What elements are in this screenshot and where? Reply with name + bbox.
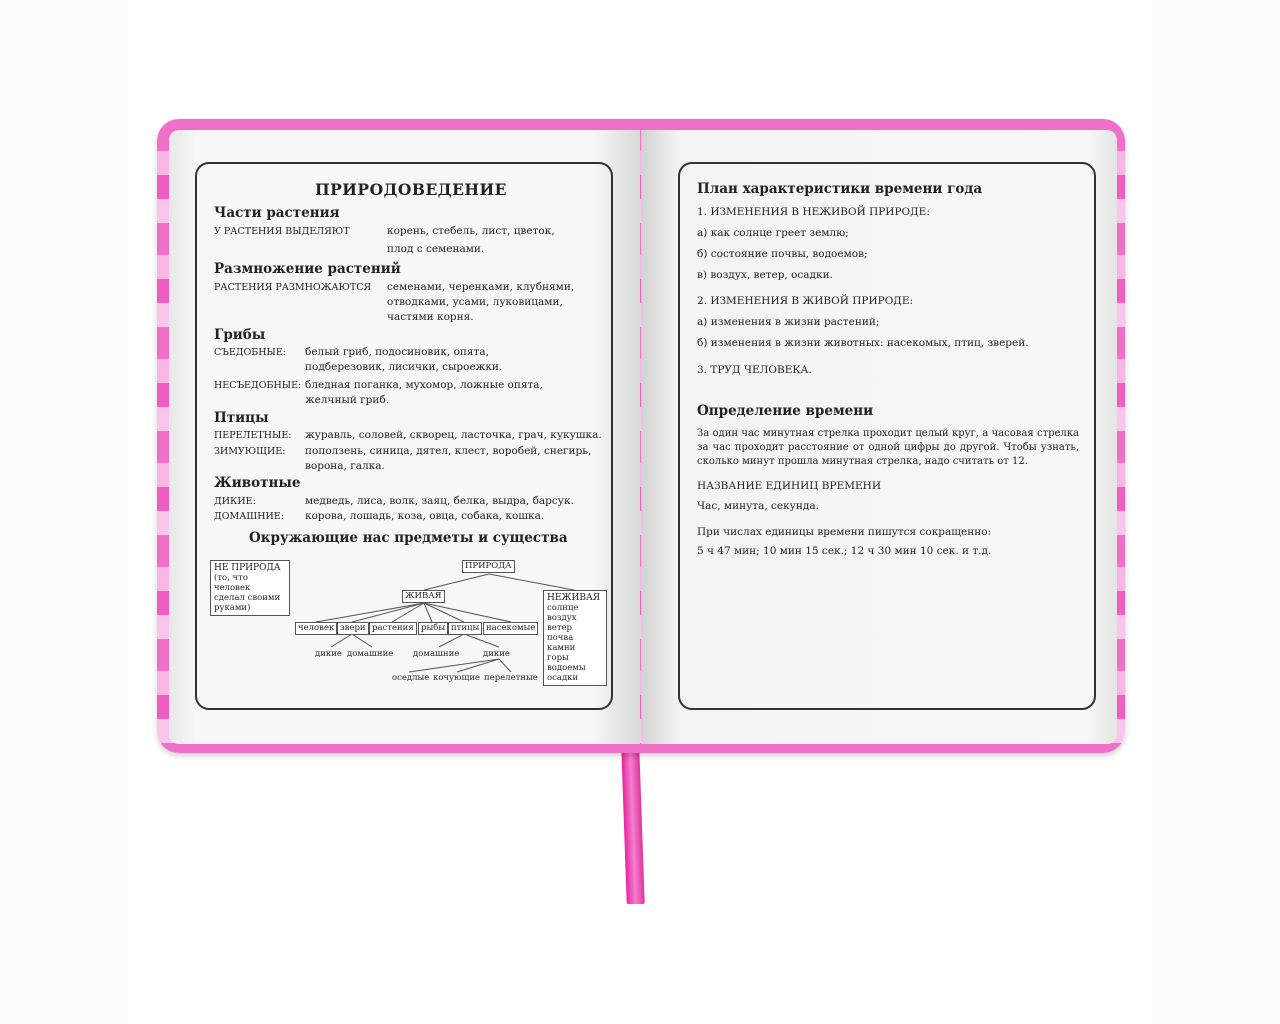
node-sub: кочующие — [433, 673, 481, 683]
non-living-item: водоемы — [547, 663, 586, 673]
time-paragraph: За один час минутная стрелка проходит целый круг, а часовая стрелка за час проходит расстояние от одной цифры до другой. Чтобы узнать, сколько минут прошла минутная стрелка, надо считать от 12. — [697, 428, 1079, 467]
row-label: У РАСТЕНИЯ ВЫДЕЛЯЮТ — [214, 226, 350, 237]
connector-line — [409, 659, 499, 672]
non-nature-note: руками) — [214, 603, 251, 613]
non-living-box — [543, 590, 607, 686]
non-living-item: воздух — [547, 613, 577, 623]
connector-line — [424, 603, 464, 622]
background-panel-right — [1152, 0, 1280, 1024]
abbr-note: При числах единицы времени пишутся сокращенно: — [697, 526, 992, 538]
abbr-example: 5 ч 47 мин; 10 мин 15 сек.; 12 ч 30 мин 10 сек. и т.д. — [697, 545, 992, 557]
diagram-heading: Окружающие нас предметы и существа — [249, 530, 568, 546]
node-group: птицы — [448, 622, 482, 635]
row-text: белый гриб, подосиновик, опята, — [305, 346, 489, 358]
section-heading: Размножение растений — [214, 261, 401, 277]
node-sub: домашние — [347, 649, 394, 659]
non-living-item: горы — [547, 653, 569, 663]
node-group: растения — [369, 622, 417, 635]
left-page-title: ПРИРОДОВЕДЕНИЕ — [315, 180, 507, 199]
connector-line — [439, 634, 464, 647]
non-living-item: ветер — [547, 623, 572, 633]
connector-line — [424, 574, 489, 590]
non-living-item: осадки — [547, 673, 579, 683]
non-nature-note: сделал своими — [214, 593, 281, 603]
plan-item: 3. ТРУД ЧЕЛОВЕКА. — [697, 364, 812, 376]
node-nature: ПРИРОДА — [462, 560, 515, 573]
plan-item: б) изменения в жизни животных: насекомых, птиц, зверей. — [697, 337, 1029, 349]
bookmark-ribbon — [621, 748, 644, 904]
plan-item: б) состояние почвы, водоемов; — [697, 248, 868, 260]
node-group: насекомые — [483, 622, 538, 635]
connector-line — [331, 634, 352, 647]
row-text: корень, стебель, лист, цветок, — [387, 225, 555, 237]
row-text: плод с семенами. — [387, 243, 485, 255]
non-nature-note: (то, что человек — [214, 573, 251, 593]
row-label: СЪЕДОБНЫЕ: — [214, 347, 287, 358]
connector-line — [352, 603, 424, 622]
right-title-time: Определение времени — [697, 403, 874, 419]
row-text: ворона, галка. — [305, 460, 385, 472]
node-sub: дикие — [483, 649, 510, 659]
row-text: медведь, лиса, волк, заяц, белка, выдра, барсук. — [305, 495, 574, 507]
section-heading: Животные — [214, 475, 301, 491]
non-nature-title: НЕ ПРИРОДА — [214, 563, 281, 573]
units-text: Час, минута, секунда. — [697, 500, 819, 512]
row-text: поползень, синица, дятел, клест, воробей, снегирь, — [305, 445, 592, 457]
node-sub: оседлые — [392, 673, 430, 683]
row-label: ПЕРЕЛЕТНЫЕ: — [214, 430, 292, 441]
non-living-title: НЕЖИВАЯ — [547, 593, 601, 603]
node-sub: дикие — [315, 649, 342, 659]
section-heading: Части растения — [214, 205, 340, 221]
plan-item: а) изменения в жизни растений; — [697, 316, 880, 328]
row-label: ЗИМУЮЩИЕ: — [214, 446, 286, 457]
row-text: отводками, усами, луковицами, — [387, 296, 563, 308]
non-nature-box — [210, 560, 290, 616]
node-sub: домашние — [413, 649, 460, 659]
node-group: рыбы — [418, 622, 448, 635]
connector-line — [464, 634, 499, 647]
row-text: журавль, соловей, скворец, ласточка, грач, кукушка. — [305, 429, 602, 441]
plan-item: в) воздух, ветер, осадки. — [697, 269, 833, 281]
connector-line — [457, 659, 499, 672]
row-text: семенами, черенками, клубнями, — [387, 281, 575, 293]
non-living-item: почва — [547, 633, 574, 643]
non-living-item: солнце — [547, 603, 579, 613]
node-living: ЖИВАЯ — [402, 590, 445, 603]
units-heading: НАЗВАНИЕ ЕДИНИЦ ВРЕМЕНИ — [697, 480, 881, 492]
connector-line — [489, 574, 574, 590]
section-heading: Птицы — [214, 410, 269, 426]
row-label: НЕСЪЕДОБНЫЕ: — [214, 380, 302, 391]
connector-line — [352, 634, 372, 647]
row-label: РАСТЕНИЯ РАЗМНОЖАЮТСЯ — [214, 282, 372, 293]
row-text: частями корня. — [387, 311, 474, 323]
background-panel-left — [0, 0, 128, 1024]
plan-item: 2. ИЗМЕНЕНИЯ В ЖИВОЙ ПРИРОДЕ: — [697, 295, 914, 307]
nature-diagram — [209, 555, 609, 690]
row-label: ДОМАШНИЕ: — [214, 511, 284, 522]
non-living-item: камни — [547, 643, 576, 653]
row-text: подберезовик, лисички, сыроежки. — [305, 361, 503, 373]
right-title-plan: План характеристики времени года — [697, 181, 983, 197]
node-group: звери — [337, 622, 369, 635]
plan-item: 1. ИЗМЕНЕНИЯ В НЕЖИВОЙ ПРИРОДЕ: — [697, 206, 930, 218]
section-heading: Грибы — [214, 327, 266, 343]
connector-line — [499, 659, 511, 672]
node-sub: перелетные — [484, 673, 538, 683]
row-text: бледная поганка, мухомор, ложные опята, — [305, 379, 543, 391]
row-label: ДИКИЕ: — [214, 496, 256, 507]
connector-line — [424, 603, 511, 622]
plan-item: а) как солнце греет землю; — [697, 227, 849, 239]
node-group: человек — [295, 622, 337, 635]
row-text: корова, лошадь, коза, овца, собака, кошка. — [305, 510, 545, 522]
row-text: желчный гриб. — [305, 394, 390, 406]
